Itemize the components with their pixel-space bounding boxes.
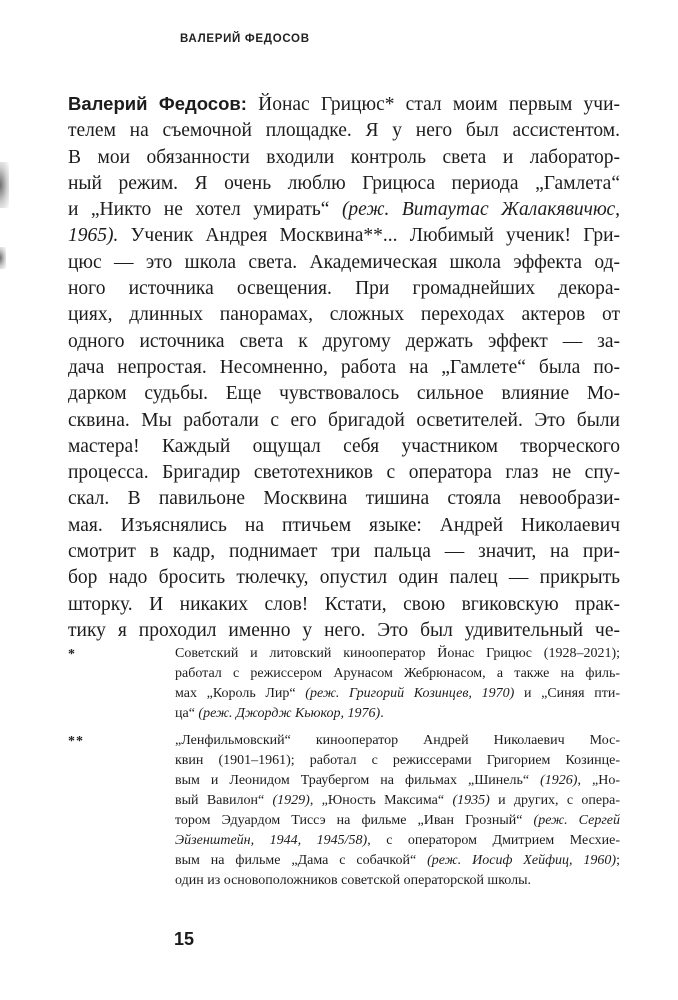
text-line: тику я проходил именно у него. Это был удивительный че- bbox=[68, 619, 620, 641]
page-number: 15 bbox=[174, 929, 195, 949]
text-line: телем на съемочной площадке. Я у него был ассистентом. bbox=[68, 120, 620, 142]
footnote-text bbox=[175, 644, 620, 724]
text-line: смотрит в кадр, поднимает три пальца — значит, на при- bbox=[68, 541, 620, 563]
text-line: циях, длинных панорамах, сложных переходах актеров от bbox=[68, 304, 620, 326]
text-line: ный режим. Я очень люблю Грицюса периода „Гамлета“ bbox=[68, 172, 620, 194]
text-line: одного источника света к другому держать эффект — за- bbox=[68, 330, 620, 352]
text-line: цюс — это школа света. Академическая школа эффекта од- bbox=[68, 251, 620, 273]
text-line: вый Вавилон“ (1929), „Юность Максима“ (1935) и других, с опера- bbox=[175, 793, 620, 808]
scan-artifact bbox=[0, 162, 9, 208]
interview-paragraph bbox=[68, 91, 620, 644]
footnote bbox=[68, 644, 620, 724]
text-line: работал с режиссером Арунасом Жебрюнасом, а также на филь- bbox=[175, 666, 620, 681]
text-line: мастера! Каждый ощущал себя участником творческого bbox=[68, 435, 620, 457]
text-line: дарком судьбы. Еще чувствовалось сильное влияние Мо- bbox=[68, 383, 620, 405]
text-line: процесса. Бригадир светотехников с оператора глаз не спу- bbox=[68, 462, 620, 484]
running-header: ВАЛЕРИЙ ФЕДОСОВ bbox=[180, 33, 310, 45]
text-line: бор надо бросить тюлечку, опустил один палец — прикрыть bbox=[68, 567, 620, 589]
text-line: Советский и литовский кинооператор Йонас Грицюс (1928–2021); bbox=[175, 646, 620, 661]
text-line: 1965). Ученик Андрея Москвина**... Любимый ученик! Гри- bbox=[68, 225, 620, 247]
text-line: Эйзенштейн, 1944, 1945/58), с оператором Дмитрием Месхие- bbox=[175, 833, 621, 848]
text-line: „Ленфильмовский“ кинооператор Андрей Николаевич Мос- bbox=[175, 733, 620, 748]
text-line: дача непростая. Несомненно, работа на „Гамлете“ была по- bbox=[68, 356, 620, 378]
footnote-marker: ** bbox=[68, 734, 84, 749]
text-line: шторку. И никаких слов! Кстати, свою вгиковскую прак- bbox=[68, 593, 620, 615]
text-line: один из основоположников советской операторской школы. bbox=[175, 873, 532, 888]
footnote-marker: * bbox=[68, 647, 76, 662]
text-line: скал. В павильоне Москвина тишина стояла невообрази- bbox=[68, 488, 620, 510]
text-line: сквина. Мы работали с его бригадой осветителей. Это были bbox=[68, 409, 620, 431]
footnotes-section bbox=[68, 644, 620, 891]
text-line: вым на фильме „Дама с собачкой“ (реж. Иосиф Хейфиц, 1960); bbox=[175, 853, 620, 868]
footnote bbox=[68, 731, 620, 891]
text-line: квин (1901–1961); работал с режиссерами Григорием Козинце- bbox=[175, 753, 620, 768]
text-line: и „Никто не хотел умирать“ (реж. Витаутас Жалакявичюс, bbox=[68, 199, 620, 221]
text-line: мая. Изъяснялись на птичьем языке: Андрей Николаевич bbox=[68, 514, 620, 536]
text-line: Валерий Федосов: Йонас Грицюс* стал моим первым учи- bbox=[68, 93, 620, 115]
text-line: ного источника освещения. При громаднейших декора- bbox=[68, 278, 620, 300]
text-line: тором Эдуардом Тиссэ на фильме „Иван Грозный“ (реж. Сергей bbox=[175, 813, 620, 828]
scan-artifact bbox=[0, 247, 6, 269]
footnote-text bbox=[175, 731, 620, 891]
text-line: вым и Леонидом Траубергом на фильмах „Шинель“ (1926), „Но- bbox=[175, 773, 620, 788]
text-line: В мои обязанности входили контроль света и лаборатор- bbox=[68, 146, 620, 168]
text-line: мах „Король Лир“ (реж. Григорий Козинцев, 1970) и „Синяя пти- bbox=[175, 686, 620, 701]
text-line: ца“ (реж. Джордж Кьюкор, 1976). bbox=[175, 706, 384, 721]
